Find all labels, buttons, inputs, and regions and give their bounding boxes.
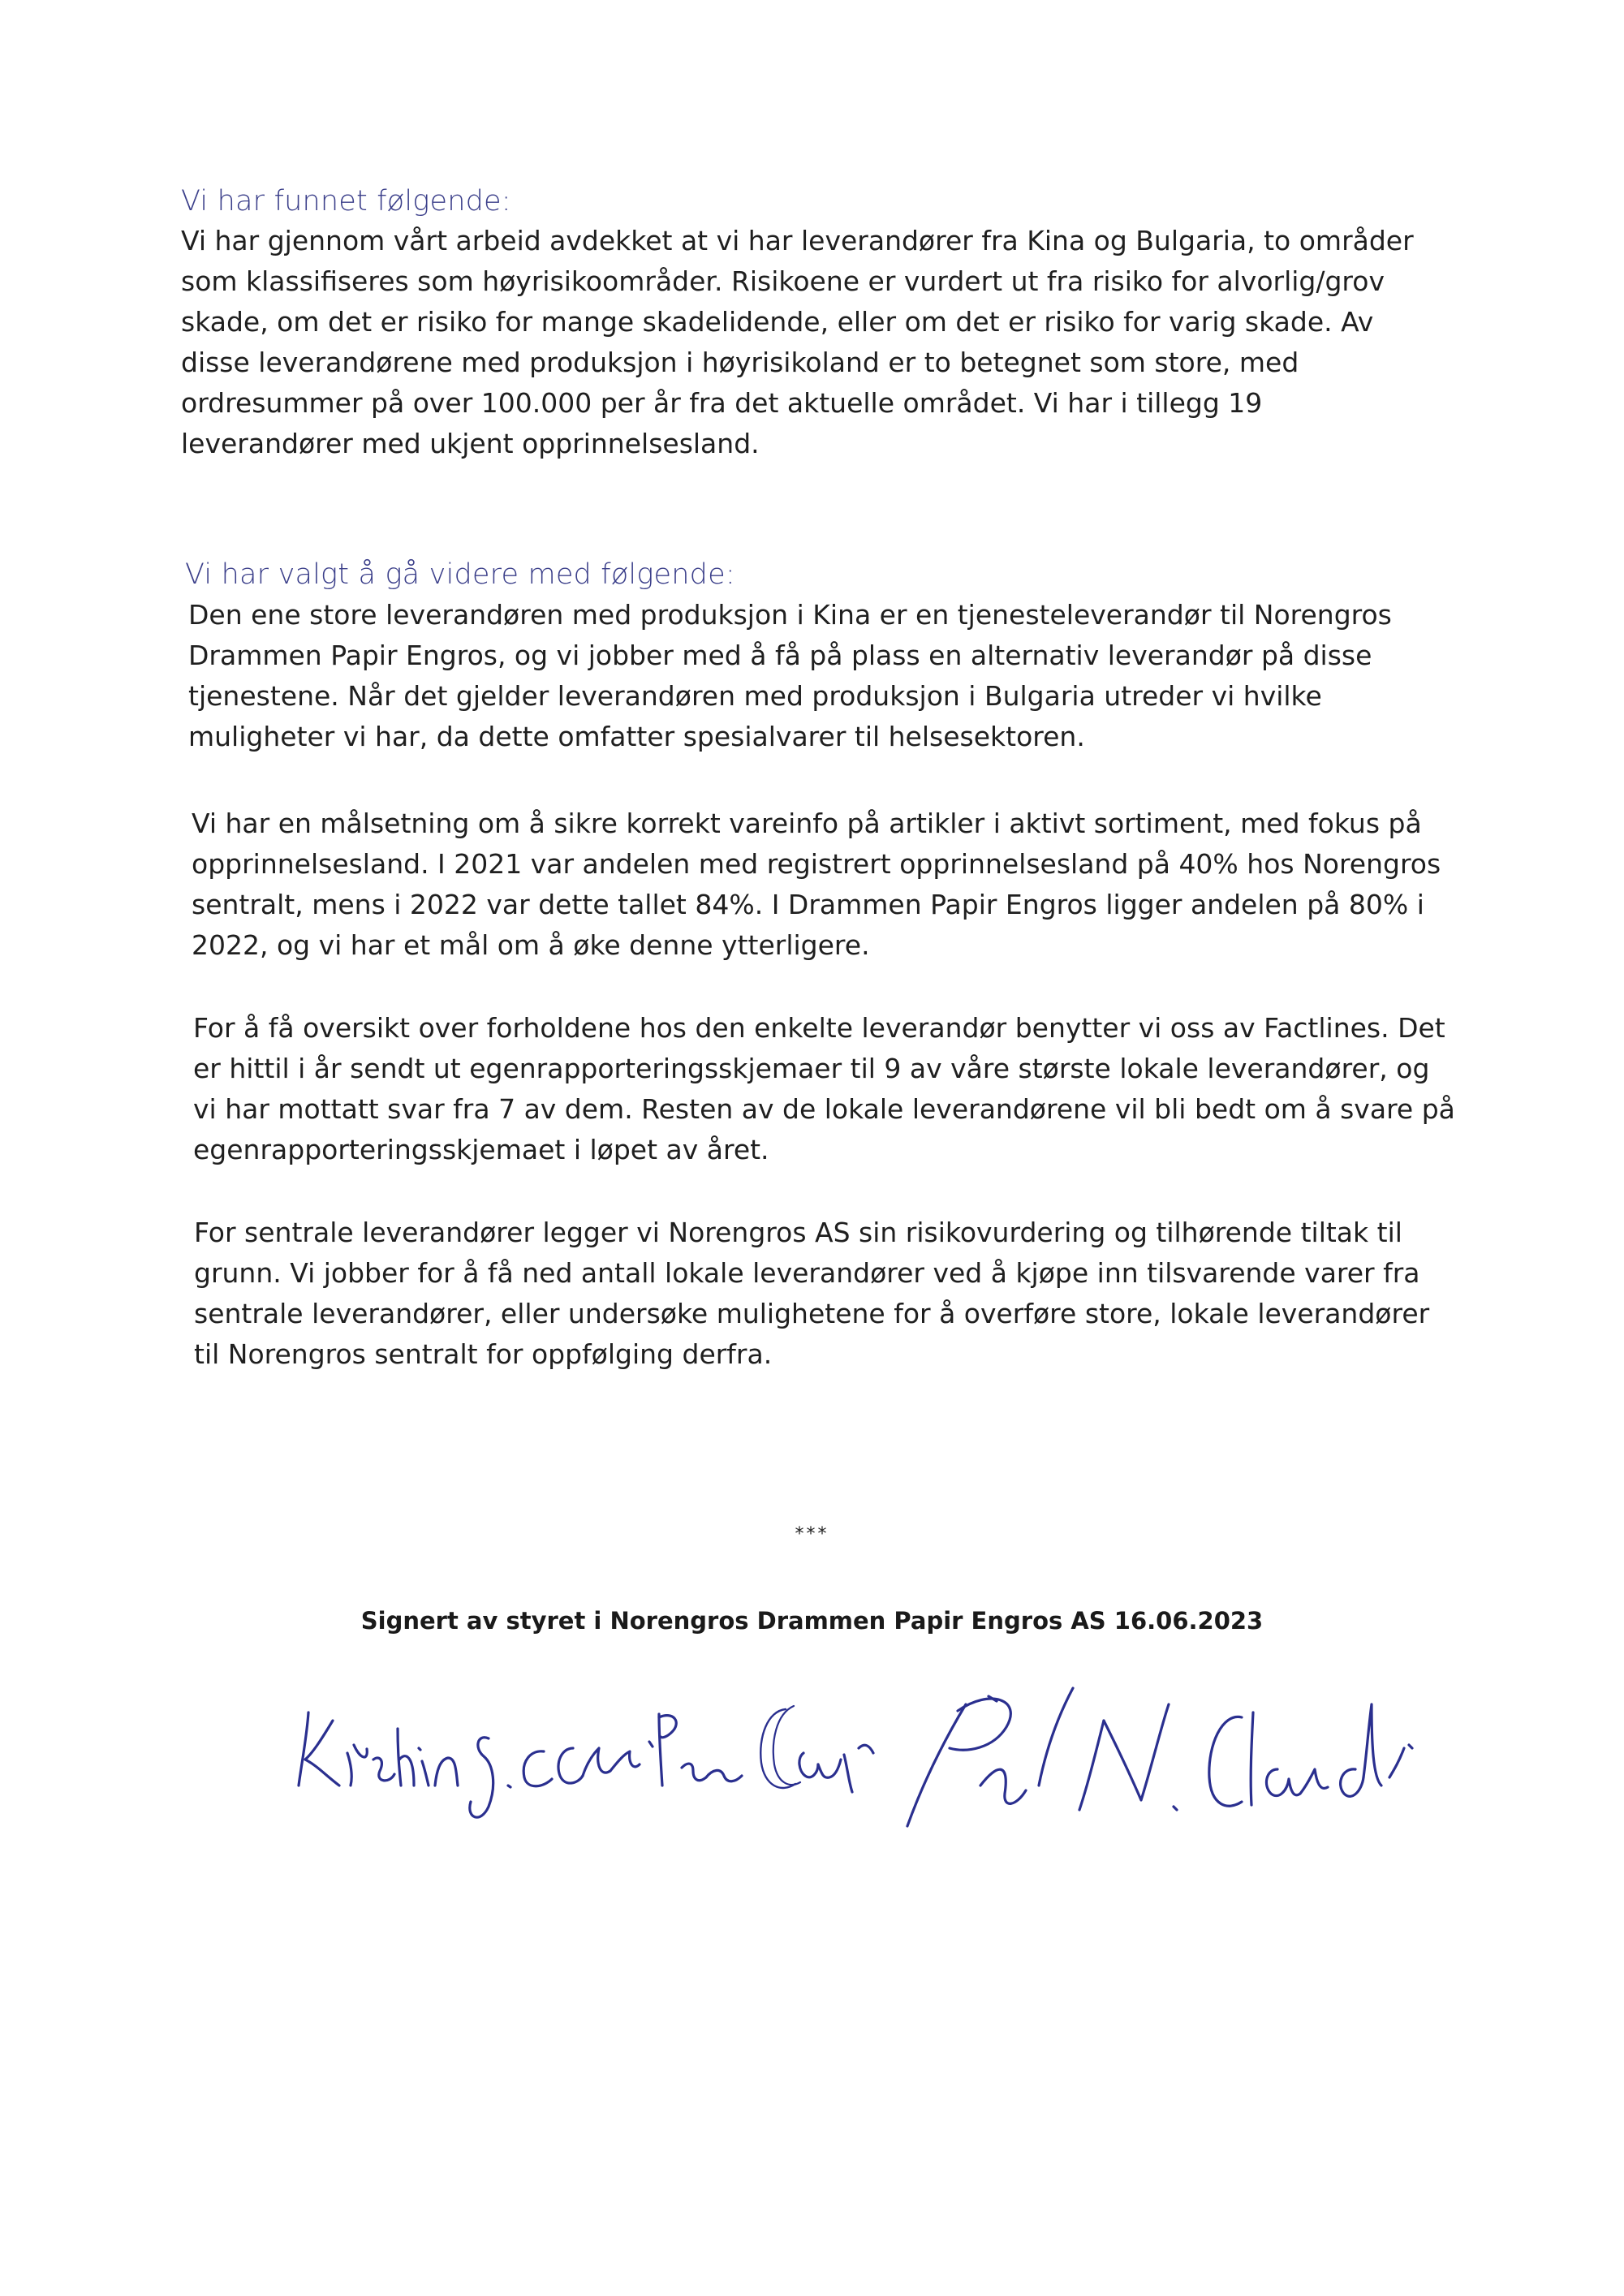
text-line: For sentrale leverandører legger vi Norengros AS sin risikovurdering og tilhørende tiltak til (194, 1217, 1402, 1248)
board-signatures (276, 1664, 1445, 1834)
section-separator: *** (795, 1524, 829, 1544)
text-line: 2022, og vi har et mål om å øke denne ytterligere. (192, 929, 870, 961)
signature-3 (907, 1688, 1412, 1826)
section-heading-next-steps: Vi har valgt å gå videre med følgende: (185, 558, 735, 591)
next-steps-paragraph-4 (194, 1213, 1429, 1375)
text-line: tjenestene. Når det gjelder leverandøren med produksjon i Bulgaria utreder vi hvilke (188, 680, 1322, 712)
text-line: muligheter vi har, da dette omfatter spesialvarer til helsesektoren. (188, 721, 1085, 752)
signed-by-statement: Signert av styret i Norengros Drammen Papir Engros AS 16.06.2023 (360, 1607, 1264, 1635)
text-line: grunn. Vi jobber for å få ned antall lokale leverandører ved å kjøpe inn tilsvarende varer fra (194, 1257, 1420, 1289)
text-line: som klassifiseres som høyrisikoområder. Risikoene er vurdert ut fra risiko for alvorlig/grov (181, 265, 1385, 297)
signature-2 (659, 1706, 873, 1792)
text-line: ordresummer på over 100.000 per år fra det aktuelle området. Vi har i tillegg 19 (181, 387, 1263, 419)
text-line: disse leverandørene med produksjon i høyrisikoland er to betegnet som store, med (181, 347, 1299, 378)
text-line: sentrale leverandører, eller undersøke mulighetene for å overføre store, lokale leverandører (194, 1298, 1430, 1329)
next-steps-paragraph-2 (192, 803, 1441, 966)
next-steps-paragraph-3 (193, 1008, 1455, 1170)
text-line: vi har mottatt svar fra 7 av dem. Resten av de lokale leverandørene vil bli bedt om å svare på (193, 1093, 1455, 1125)
text-line: Vi har en målsetning om å sikre korrekt vareinfo på artikler i aktivt sortiment, med fokus på (192, 808, 1422, 839)
text-line: Den ene store leverandøren med produksjon i Kina er en tjenesteleverandør til Norengros (188, 599, 1392, 631)
section-heading-findings: Vi har funnet følgende: (181, 185, 511, 218)
text-line: Drammen Papir Engros, og vi jobber med å få på plass en alternativ leverandør på disse (188, 640, 1372, 671)
text-line: leverandører med ukjent opprinnelsesland. (181, 428, 760, 459)
text-line: opprinnelsesland. I 2021 var andelen med registrert opprinnelsesland på 40% hos Norengros (192, 848, 1441, 880)
text-line: For å få oversikt over forholdene hos den enkelte leverandør benytter vi oss av Factlines. Det (193, 1012, 1445, 1044)
next-steps-paragraph-1 (188, 595, 1392, 757)
text-line: er hittil i år sendt ut egenrapporteringsskjemaer til 9 av våre største lokale leverandører, og (193, 1053, 1430, 1084)
text-line: Vi har gjennom vårt arbeid avdekket at vi har leverandører fra Kina og Bulgaria, to områder (181, 225, 1414, 256)
signature-1 (299, 1712, 653, 1817)
text-line: skade, om det er risiko for mange skadelidende, eller om det er risiko for varig skade. Av (181, 306, 1374, 338)
text-line: egenrapporteringsskjemaet i løpet av året. (193, 1134, 769, 1165)
text-line: til Norengros sentralt for oppfølging derfra. (194, 1338, 773, 1370)
text-line: sentralt, mens i 2022 var dette tallet 84%. I Drammen Papir Engros ligger andelen på 80% i (192, 889, 1424, 920)
findings-paragraph (181, 221, 1414, 464)
